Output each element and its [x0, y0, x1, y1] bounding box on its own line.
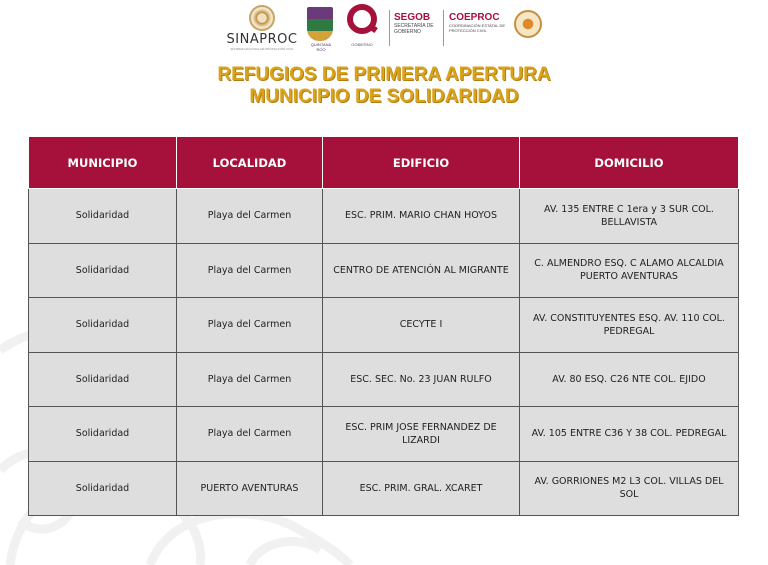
column-header-municipio: MUNICIPIO — [29, 137, 177, 189]
table-row — [29, 352, 739, 407]
table-row — [29, 298, 739, 353]
cell-domicilio: AV. CONSTITUYENTES ESQ. AV. 110 COL. PEDREGAL — [520, 298, 739, 353]
cell-domicilio: AV. GORRIONES M2 L3 COL. VILLAS DEL SOL — [520, 461, 739, 516]
q-letter-icon — [347, 4, 377, 34]
cell-municipio: Solidaridad — [29, 461, 177, 516]
page-title — [0, 64, 768, 108]
logo-divider — [389, 10, 390, 46]
coeproc-logo-text: COEPROC — [449, 12, 500, 23]
gobierno-q-logo — [340, 2, 384, 52]
cell-localidad: Playa del Carmen — [177, 189, 323, 244]
cell-edificio: ESC. SEC. No. 23 JUAN RULFO — [323, 352, 520, 407]
cell-municipio: Solidaridad — [29, 243, 177, 298]
cell-domicilio: AV. 80 ESQ. C26 NTE COL. EJIDO — [520, 352, 739, 407]
table-header-row — [29, 137, 739, 189]
title-line-1: REFUGIOS DE PRIMERA APERTURA — [217, 64, 551, 85]
column-header-edificio: EDIFICIO — [323, 137, 520, 189]
cell-edificio: ESC. PRIM. GRAL. XCARET — [323, 461, 520, 516]
logo-bar — [0, 2, 768, 52]
cell-domicilio: C. ALMENDRO ESQ. C ALAMO ALCALDIA PUERTO AVENTURAS — [520, 243, 739, 298]
segob-logo-text: SEGOB — [394, 12, 431, 23]
coeproc-logo — [449, 2, 507, 52]
sinaproc-logo — [222, 2, 302, 52]
segob-logo — [394, 2, 444, 52]
cell-municipio: Solidaridad — [29, 298, 177, 353]
cell-municipio: Solidaridad — [29, 407, 177, 462]
quintana-roo-shield-icon — [307, 7, 333, 41]
cell-edificio: ESC. PRIM. MARIO CHAN HOYOS — [323, 189, 520, 244]
table-row — [29, 407, 739, 462]
coeproc-logo-subtitle: COORDINACIÓN ESTATAL DE PROTECCIÓN CIVIL — [449, 23, 506, 33]
cell-edificio: CECYTE I — [323, 298, 520, 353]
quintana-roo-logo-text: QUINTANA ROO — [310, 42, 332, 52]
proteccion-civil-seal-logo — [511, 2, 545, 52]
cell-localidad: PUERTO AVENTURAS — [177, 461, 323, 516]
cell-domicilio: AV. 105 ENTRE C36 Y 38 COL. PEDREGAL — [520, 407, 739, 462]
column-header-localidad: LOCALIDAD — [177, 137, 323, 189]
table-row — [29, 243, 739, 298]
logo-divider — [443, 10, 444, 46]
sinaproc-logo-text: SINAPROC — [226, 32, 298, 47]
cell-edificio: CENTRO DE ATENCIÓN AL MIGRANTE — [323, 243, 520, 298]
proteccion-civil-seal-icon — [514, 10, 542, 38]
sinaproc-logo-subtitle: SISTEMA NACIONAL DE PROTECCIÓN CIVIL — [230, 47, 294, 51]
table-row — [29, 461, 739, 516]
table-row — [29, 189, 739, 244]
segob-logo-subtitle: SECRETARÍA DE GOBIERNO — [394, 23, 434, 35]
sinaproc-emblem-icon — [249, 5, 275, 31]
shelters-table — [28, 136, 739, 516]
cell-municipio: Solidaridad — [29, 352, 177, 407]
cell-localidad: Playa del Carmen — [177, 298, 323, 353]
cell-localidad: Playa del Carmen — [177, 407, 323, 462]
quintana-roo-logo — [307, 2, 335, 52]
column-header-domicilio: DOMICILIO — [520, 137, 739, 189]
gobierno-q-logo-text: GOBIERNO — [351, 42, 373, 47]
cell-localidad: Playa del Carmen — [177, 352, 323, 407]
cell-edificio: ESC. PRIM JOSE FERNANDEZ DE LIZARDI — [323, 407, 520, 462]
title-line-2: MUNICIPIO DE SOLIDARIDAD — [249, 86, 519, 107]
cell-domicilio: AV. 135 ENTRE C 1era y 3 SUR COL. BELLAVISTA — [520, 189, 739, 244]
cell-localidad: Playa del Carmen — [177, 243, 323, 298]
cell-municipio: Solidaridad — [29, 189, 177, 244]
